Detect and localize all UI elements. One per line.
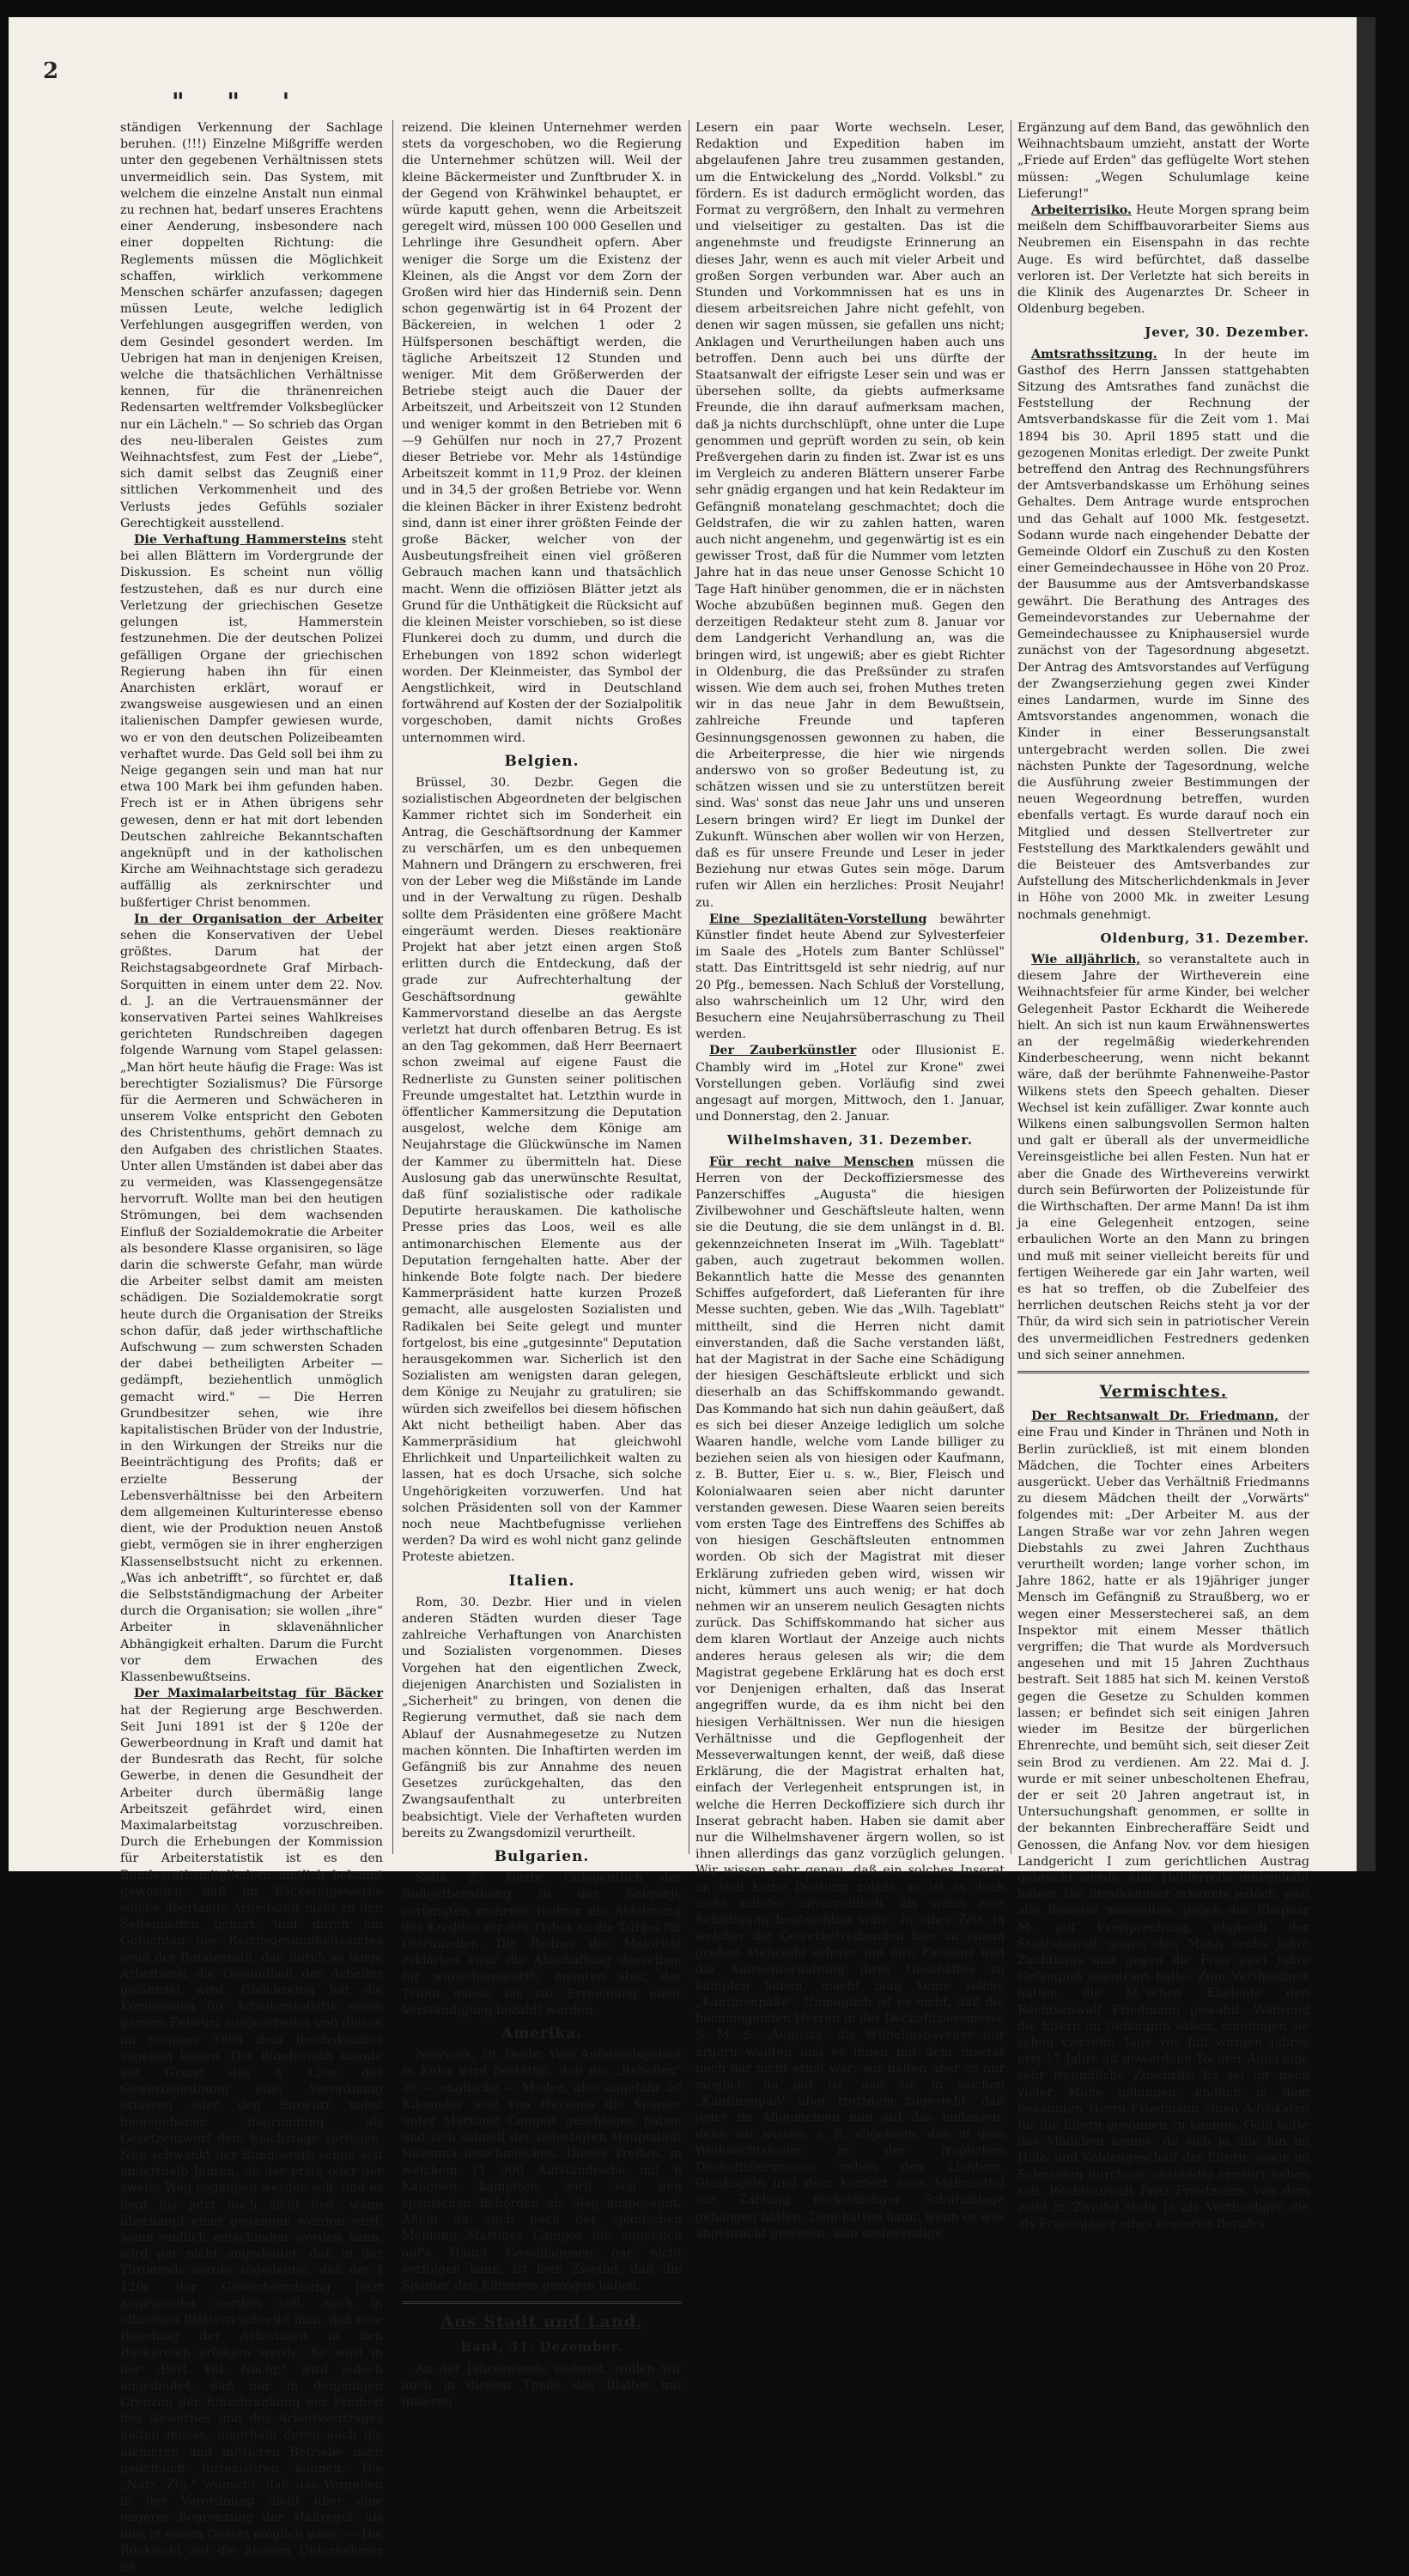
section-divider bbox=[402, 2301, 682, 2304]
article-lead: Der Zauberkünstler bbox=[709, 1044, 857, 1058]
article-lead: Für recht naive Menschen bbox=[709, 1155, 914, 1169]
article-paragraph: Rom, 30. Dezbr. Hier und in vielen anderen Städten wurden dieser Tage zahlreiche Verhaftungen von Anarchisten und Sozialisten vorgenommen. Dieses Vorgehen hat den eigentlichen Zweck, diejenigen Anarchisten und Sozialisten in „Sicherheit" zu bringen, von denen die Regierung vermuthet, daß sie nach dem Ablauf der Ausnahmegesetze zu Nutzen machen könnten. Die Inhaftirten werden im Gefängniß bis zur Annahme des neuen Gesetzes zurückgehalten, das den Zwangsaufenthalt zu unterbreiten beabsichtigt. Viele der Verhafteten wurden bereits zu Zwangsdomizil verurtheilt. bbox=[402, 1595, 682, 1840]
section-heading-italien: Italien. bbox=[508, 1572, 575, 1590]
article-paragraph bbox=[695, 912, 1005, 1044]
article-paragraph: Sofia, 27. Dezbr. Gelegentlich der Budgetberathung in der Sobranje verlangten mehrere Redner die Ablehnung des Kredites für den Tribut an die Türkei für Ostrumelien. Die Redner der Majorität erklärten zwar die Abschaffung desselben für wünschenswerth, meinten aber, der Tribut müsse bis zur Erreichung einer Verständigung bezahlt werden. bbox=[402, 1871, 682, 2017]
section-heading-vermischtes: Vermischtes. bbox=[1099, 1382, 1228, 1402]
article-paragraph bbox=[120, 912, 383, 1687]
article-text: bewährter Künstler findet heute Abend zur Sylvesterfeier im Saale des „Hotels zum Banter Schlüssel" statt. Das Eintrittsgeld ist sehr niedrig, auf nur 20 Pfg., bemessen. Nach Schluß der Vorstellung, also wahrscheinlich um 12 Uhr, wird den Besuchern eine Neujahrsüberraschung zu Theil werden. bbox=[695, 912, 1005, 1042]
article-paragraph bbox=[120, 532, 383, 912]
article-text: so veranstaltete auch in diesem Jahre der Wirtheverein eine Weihnachtsfeier für arme Kinder, bei welcher Gelegenheit Pastor Eckhardt die Weiherede hielt. An sich ist nun kaum Erwähnenswertes an der regelmäßig wiederkehrenden Kinderbescheerung, wenn nicht bekannt wäre, daß der berühmte Fahnenweihe-Pastor Wilkens stets den Speech gehalten. Dieser Wechsel ist kein zufälliger. Zwar konnte auch Wilkens einen salbungsvollen Sermon halten und galt er überall als der unvermeidliche Vereinsgeistliche bei allen Festen. Nun hat er aber die Gnade des Wirthevereins verwirkt durch sein Befürworten der Polizeistunde für die Wirthschaften. Der arme Mann! Da ist ihm ja eine Gelegenheit entzogen, seine erbaulichen Worte an den Mann zu bringen und muß mit seiner vielleicht bereits für und fertigen Weiherede gar ein Jahr warten, weil es hat so treffen, ob die Zubelfeier des herrlichen deutschen Reichs steht ja vor der Thür, da wird sich sein in patriotischer Verein des unvermeidlichen Festredners gedenken und sich seiner annehmen. bbox=[1017, 952, 1309, 1362]
section-heading-belgien: Belgien. bbox=[504, 752, 580, 770]
section-divider bbox=[1017, 1371, 1309, 1373]
dateline-wilhelmshaven: Wilhelmshaven, 31. Dezember. bbox=[726, 1132, 974, 1149]
article-paragraph: Ergänzung auf dem Band, das gewöhnlich den Weihnachtsbaum umzieht, anstatt der Worte „Friede auf Erden" das geflügelte Wort stehen müssen: „Wegen Schulumlage keine Lieferung!" bbox=[1017, 121, 1309, 201]
article-paragraph bbox=[695, 1155, 1005, 2242]
article-paragraph: Lesern ein paar Worte wechseln. Leser, Redaktion und Expedition haben im abgelaufenen Jahre treu zusammen gestanden, um die Entwickelung des „Nordd. Volksbl." zu fördern. Es ist dadurch ermöglicht worden, das Format zu vergrößern, den Inhalt zu vermehren und vielseitiger zu gestalten. Das ist die angenehmste und freudigste Erinnerung an dieses Jahr, wenn es auch mit vieler Arbeit und großen Sorgen verbunden war. Aber auch an Stunden und Vorkommnissen hat es uns in diesem arbeitsreichen Jahre nicht gefehlt, von denen wir sagen müssen, sie gefallen uns nicht; Anklagen und Verurtheilungen haben auch uns betroffen. Denn auch bei uns dürfte der Staatsanwalt der eifrigste Leser sein und was er übersehen sollte, da giebts aufmerksame Freunde, die ihn darauf aufmerksam machen, daß ja nichts durchschlüpft, ohne unter die Lupe genommen und geprüft worden zu sein, ob kein Preßvergehen darin zu finden ist. Zwar ist es uns im Vergleich zu anderen Blättern unserer Farbe sehr gnädig ergangen und hat kein Redakteur im Gefängniß monatelang geschmachtet; doch die Geldstrafen, die wir zu zahlen hatten, waren auch nicht angenehm, und gegenwärtig ist es ein gewisser Trost, daß für die Nummer vom letzten Jahre hat in das neue unser Genosse Schicht 10 Tage Haft hinüber genommen, die er in nächsten Woche abzubüßen beginnen muß. Gegen den derzeitigen Redakteur steht zum 8. Januar vor dem Landgericht Verhandlung an, was die bringen wird, ist ungewiß; aber es giebt Richter in Oldenburg, die das Preßsünder zu strafen wissen. Wie dem auch sei, frohen Muthes treten wir in das neue Jahr in dem Bewußtsein, zahlreiche Freunde und tapferen Gesinnungsgenossen gewonnen zu haben, die die Arbeiterpresse, die hier wie nirgends anderswo von so großer Bedeutung ist, zu schätzen wissen und sie zu unterstützen bereit sind. Was' sonst das neue Jahr uns und unseren Lesern bringen wird? Er liegt im Dunkel der Zukunft. Wünschen aber wollen wir von Herzen, daß es für unsere Freunde und Leser in jeder Beziehung nur etwas Gutes sein möge. Darum rufen wir Allen ein herzliches: Prosit Neujahr! zu. bbox=[695, 121, 1005, 910]
column-4 bbox=[1017, 120, 1310, 2232]
column-3 bbox=[695, 120, 1005, 2240]
article-lead: In der Organisation der Arbeiter bbox=[134, 912, 383, 926]
article-text: In der heute im Gasthof des Herrn Janssen stattgehabten Sitzung des Amtsrathes fand zunächst die Feststellung der Rechnung der Amtsverbandskasse für die Zeit vom 1. Mai 1894 bis 30. April 1895 statt und die gezogenen Monitas erledigt. Der zweite Punkt betreffend den Antrag des Rechnungsführers der Amtsverbandskasse um Erhöhung seines Gehaltes. Dem Antrage wurde entsprochen und das Gehalt auf 1000 Mk. festgesetzt. Sodann wurde nach eingehender Debatte der Gemeinde Oldorf ein Zuschuß zu den Kosten einer Gemeindechaussee in Höhe von 20 Proz. der Bausumme aus der Amtsverbandskasse gewährt. Die Berathung des Antrages des Gemeindevorstandes zur Uebernahme der Gemeindechaussee zu Kniphausersiel wurde zunächst von der Tagesordnung abgesetzt. Der Antrag des Amtsvorstandes auf Verfügung der Zwangserziehung gegen zwei Kinder eines Landarmen, wurde im Sinne des Amtsvorstandes angenommen, wonach die Kinder in einer Besserungsanstalt untergebracht werden sollen. Die zwei nächsten Punkte der Tagesordnung, welche die Ausführung zweier Bestimmungen der neuen Wegeordnung betreffen, wurden ebenfalls vertagt. Es wurde darauf noch ein Mitglied und dessen Stellvertreter zur Feststellung des Marktkalenders gewählt und die Beisteuer des Amtsverbandes zur Aufstellung des Mitscherlichdenkmals in Jever in Höhe von 2000 Mk. in zweiter Lesung nochmals genehmigt. bbox=[1017, 347, 1309, 922]
column-rule bbox=[392, 120, 393, 1854]
article-paragraph bbox=[1017, 1409, 1309, 2233]
article-text: steht bei allen Blättern im Vordergrunde der Diskussion. Es scheint nun völlig festzustehen, daß es nur durch eine Verletzung der griechischen Gesetze gelungen ist, Hammerstein festzunehmen. Die der deutschen Polizei gefälligen Organe der griechischen Regierung haben ihn für einen Anarchisten erklärt, worauf er zwangsweise ausgewiesen und an einen italienischen Dampfer gewiesen wurde, wo er von den deutschen Polizeibeamten verhaftet wurde. Das Geld soll bei ihm zu Neige gegangen sein und man hat nur etwa 100 Mark bei ihm gefunden haben. Frech ist er in Athen übrigens sehr gewesen, denn er hat mit dort lebenden Deutschen zahlreiche Bekanntschaften angeknüpft und in der katholischen Kirche am Weihnachtstage sich geradezu auffällig als zerknirschter und bußfertiger Christ benommen. bbox=[120, 533, 383, 910]
page-number: 2 bbox=[43, 58, 64, 84]
article-lead: Eine Spezialitäten-Vorstellung bbox=[709, 912, 927, 926]
article-paragraph bbox=[1017, 347, 1309, 924]
dateline-jever: Jever, 30. Dezember. bbox=[1145, 324, 1309, 341]
scan-edge bbox=[1357, 17, 1376, 1871]
article-paragraph bbox=[695, 1043, 1005, 1125]
article-text: der eine Frau und Kinder in Thränen und Noth in Berlin zurückließ, ist mit einem blonden Mädchen, die Tochter eines Arbeiters ausgerückt. Ueber das Verhältniß Friedmanns zu diesem Mädchen theilt der „Vorwärts" folgendes mit: „Der Arbeiter M. aus der Langen Straße war vor zehn Jahren wegen Diebstahls zu zwei Jahren Zuchthaus verurtheilt worden; lange vorher schon, im Jahre 1862, hatte er als 19jähriger junger Mensch im Gefängniß zu Straußberg, wo er wegen einer Messerstecherei saß, an dem Inspektor mit einem Messer thätlich vergriffen; die That wurde als Mordversuch angesehen und mit 15 Jahren Zuchthaus bestraft. Seit 1885 hat sich M. keinen Verstoß gegen die Gesetze zu Schulden kommen lassen; er befindet sich seit einigen Jahren wieder im Besitze der bürgerlichen Ehrenrechte, und bemüht sich, seit dieser Zeit sein Brod zu verdienen. Am 22. Mai d. J. wurde er mit seiner unbescholtenen Ehefrau, der er seit 20 Jahren angetraut ist, in Untersuchungshaft genommen, er sollte in der bekannten Einbrecheraffäre Seidt und Genossen, die Anfang Nov. vor dem hiesigen Landgericht I zum gerichtlichen Austrag gebracht wurde, eine Hehlerrolle innegehabt haben. Die Strafkammer erkannte jedoch, weil alle Beweise mangelten, gegen das Ehepaar M. auf Freisprechung, obgleich der Staatsanwalt gegen den Mann sechs Jahre Zuchthaus und gegen die Frau zwei Jahre Gefängniß beantragt hatte. Zum Vertheidiger hatten die M.'schen Eheleute den Rechtsanwalt Friedmann gewählt. Während die Eltern im Gefängniß saßen, empfingen sie schon vierzehn Tage vor Juli vorigen Jahres erst 17 Jahre alt gewordene Tochter Anna eine sehr freundliche Zuschrift: Es sei ihr nach vieler Mühe gelungen, endlich in dem bekannten Herrn Friedmann einen Advokaten für die Eltern gewinnen zu können; Geld hatte das Mädchen keines, da sich ja alle hin im Holz- und Kohlengeschäft der Eltern, sowie im Schneiden durchaus anständig ernährt haben soll. Rechtsanwalt Fritz Friedmann, von dem wohl in Zweifel steht ja als Vertheidiger die als Frauenjäger eines besseren Berufes bbox=[1017, 1409, 1310, 2232]
article-text: sehen die Konservativen der Uebel größtes. Darum hat der Reichstagsabgeordnete Graf Mirbach-Sorquitten in einem unter dem 22. Nov. d. J. an die Vertrauensmänner der konservativen Partei seines Wahlkreises gerichteten Rundschreiben dagegen folgende Warnung vom Stapel gelassen: „Man hört heute häufig die Frage: Was ist berechtigter Sozialismus? Die Fürsorge für die Aermeren und Schwächeren in unserem Volke entspricht den Geboten des Christenthums, gehört demnach zu den Aufgaben des christlichen Staates. Unter allen Umständen ist dabei aber das zu vermeiden, was Klassengegensätze hervorruft. Wollte man bei den heutigen Strömungen, bei dem wachsenden Einfluß der Sozialdemokratie die Arbeiter als besondere Klasse organisiren, so läge darin die schwerste Gefahr, man würde die Arbeiter selbst damit am meisten schädigen. Die Sozialdemokratie sorgt heute durch die Organisation der Streiks schon dafür, daß jeder wirthschaftliche Aufschwung — zum schwersten Schaden der dabei betheiligten Arbeiter — gedämpft, beziehentlich unmöglich gemacht wird." — Die Herren Grundbesitzer sehen, wie ihre kapitalistischen Brüder von der Industrie, in den Wirkungen der Streiks nur die Beeinträchtigung des Profits; daß er erzielte Besserung der Lebensverhältnisse bei den Arbeitern dem allgemeinen Kulturinteresse ebenso dient, wie der Produktion neuen Anstoß giebt, vermögen sie in ihrer engherzigen Klassenselbstsucht nicht zu erkennen. „Was ich anbetrifft“, so fürchtet er, daß die Selbstständigmachung der Arbeiter durch die Organisation; sie wollen „ihre“ Arbeiter in sklavenähnlicher Abhängigkeit erhalten. Darum die Furcht vor dem Erwachen des Klassenbewußtseins. bbox=[120, 928, 383, 1685]
article-lead: Arbeiterrisiko. bbox=[1031, 203, 1132, 218]
article-text: müssen die Herren von der Deckoffiziersmesse des Panzerschiffes „Augusta" die hiesigen Zivilbewohner und Geschäftsleute halten, wenn sie die Deutung, die sie dem unlängst in d. Bl. gekennzeichneten Inserat im „Wilh. Tageblatt" gaben, auch zugetraut bekommen wollen. Bekanntlich hatte die Messe des genannten Schiffes aufgefordert, daß Lieferanten für ihre Messe suchten, geben. Wie das „Wilh. Tageblatt" mittheilt, sind die Herren nicht damit einverstanden, daß die Sache verstanden läßt, hat der Magistrat in der Sache eine Schädigung der hiesigen Geschäftsleute erblickt und sich dieserhalb an das Schiffskommando gewandt. Das Kommando hat sich nun dahin geäußert, daß es sich bei dieser Anzeige lediglich um solche Waaren handle, welche vom Lande billiger zu beziehen seien als von hiesigen oder Kaufmann, z. B. Butter, Eier u. s. w., Bier, Fleisch und Kolonialwaaren seien aber nicht darunter verstanden gewesen. Diese Waaren seien bereits vom ersten Tage des Eintreffens des Schiffes ab von hiesigen Geschäftsleuten entnommen worden. Ob sich der Magistrat mit dieser Erklärung zufrieden geben wird, wissen wir nicht, kümmert uns auch wenig; er hat doch nehmen wir an unserem neulich Gesagten nichts zurück. Das Schiffskommando hat sicher aus dem klaren Wortlaut der Anzeige auch nichts anderes heraus gelesen als wir; die dem Magistrat gegebene Erklärung hat es doch erst vor Denjenigen erhalten, daß das Inserat angegriffen wurde, da es ihm nicht bei den hiesigen Verhältnissen. Wer nun die hiesigen Verhältnisse und die Gepflogenheit der Messeverwaltungen kennt, der weiß, daß diese Erklärung, die der Magistrat erhalten hat, einfach der Verlegenheit entsprungen ist, in welche die Herren Deckoffiziere sich durch ihr Inserat gebracht haben. Haben sie damit aber nur die Wilhelmshavener ärgern wollen, so ist ihnen allerdings das ganz vorzüglich gelungen. Wir wissen sehr genau, daß ein solches Inserat an sich keine Deutung zuläßt, so ist es doch nicht minder unverzeihlich, als wenn eine Schädigung beabsichtigt wäre. In einer Zeit, in welcher die Gewerbetreibenden hier zu einem großen Mehrzahl schwer um ihre Existenz und die Aufrechterhaltung ihres Geschäftes zu kämpfen haben, macht man keine solche „Kantinenpäße". Unmöglich ist es nicht, daß die hochmögenden Herren in der Deckoffiziersmesse S. M. S. „Augusta" die Wilhelmshavener nur ärgern wollten und es ihnen mit dem Inserat noch gar nicht ernst war; wir halten aber es nur möglich, da gut ist, daß sie in solchen „Kantinenpaß" aber trotzdem zugesteht, daß jeder im Allgemeinen nun auf das einlassen; denn wir wissen, z. B. allgemein, daß in dem Weihnachtsbaum in der fraglichen Deckoffiziersmesse neben den Lichtern, Glaskugeln und dem Konfekt auch Mahnzettel zur Zahlung rückständiger Schulumlage gehangen hätten. Dem hätten bann, wenn es was angebracht gewesen, also nothwendige bbox=[695, 1155, 1005, 2240]
article-paragraph: ständigen Verkennung der Sachlage beruhen. (!!!) Einzelne Mißgriffe werden unter den gegebenen Verhältnissen stets unvermeidlich sein. Das System, mit welchem die einzelne Anstalt nun einmal zu rechnen hat, bedarf unseres Erachtens einer Aenderung, insbesondere nach einer doppelten Richtung: die Reglements müssen die Möglichkeit schaffen, wirklich verkommene Menschen schärfer anzufassen; dagegen müssen Leute, welche lediglich Verfehlungen ausgegriffen werden, von dem Gesindel gesondert werden. Im Uebrigen hat man in denjenigen Kreisen, welche die thatsächlichen Verhältnisse kennen, für die thränenreichen Redensarten weltfremder Volksbeglücker nur ein Lächeln." — So schrieb das Organ des neu-liberalen Geistes zum Weihnachtsfest, zum Fest der „Liebe“, sich damit selbst das Zeugniß einer sittlichen Verkommenheit und des Verlusts jedes Gefühls sozialer Gerechtigkeit ausstellend. bbox=[120, 121, 383, 530]
section-heading-bulgarien: Bulgarien. bbox=[494, 1847, 590, 1865]
article-paragraph: An der Jahreswende stehend, wollen wir auch in diesem Theile des Blattes mit unseren bbox=[402, 2361, 682, 2409]
article-paragraph: Newyork, 29. Dezbr. Vom Aufstandsgebiet in Kuba wird bestätigt, daß die „Rebellen" 30 — englische — Meilen, also ungefähr 50 Kilometer weit von Havanna die Spanier unter Martinez Campos geschlagen haben und sich schnell der befestigten Hauptstadt Havanna losschmeichen. Dieses Treffen, in welchem 11 000 Aufständische mit 6 Kanonen kämpften, wird von den spanischen Behörden als Sieg ausposaunt. Allein da auch nach der spanischen Meldung Martinez Campos die angeblich auf's Haupt Geschlagenen gar nicht verfolgen kann, ist kein Zweifel, daß die Spanier den Kürzeren gezogen haben. bbox=[402, 2048, 682, 2293]
section-heading-amerika: Amerika. bbox=[501, 2024, 583, 2042]
article-lead: Wie alljährlich, bbox=[1031, 952, 1141, 967]
article-paragraph bbox=[1017, 952, 1309, 1364]
article-paragraph bbox=[120, 1686, 383, 2576]
section-heading-stadt-land: Aus Stadt und Land. bbox=[440, 2312, 643, 2332]
article-text: hat der Regierung arge Beschwerden. Seit Juni 1891 ist der § 120e der Gewerbeordnung in Kraft und damit hat der Bundesrath das Recht, für solche Gewerbe, in denen die Gesundheit der Arbeiter durch übermäßig lange Arbeitszeit gefährdet wird, einen Maximalarbeitstag vorzuschreiben. Durch die Erhebungen der Kommission für Arbeiterstatistik ist es den Bundesrathsmitgliedern amtlich bekannt geworden, daß im Bäckereigewerbe solche überlange Arbeitszeit nicht zu den Seltenheiten gehört, und durch ein Gutachten des Reichsgesundheitsamtes weiß der Bundesrath, daß durch so lange Arbeitszeit die Gesundheit der Arbeiter gefährdet wird. Gleichzeitig hat die Kommission für Arbeiterstatistik einen ganzen Entwurf ausgearbeitet und diesen im Sommer 1894 dem Reichskanzler zugehen lassen. Der Bundesrath könnte auf Grund des § 120e der Gewerbeordnung eine Verordnung erlassen oder den Entwurf nebst beigegebener Begründung als Gesetzentwurf dem Reichstage vorlegen. Nun schwankt der Bundesrath schon seit anderthalb Jahren, ob der erste oder der zweite Weg gegangen werden soll, und es liegt bis jetzt noch nicht fest, wann überhaupt einer gegangen werden wird, wann endlich entschieden werden kann, wird gar nicht angedeutet, daß in der Thronrede wurde angedeutet, daß der § 120e der Gewerbeordnung jetzt angewendet werden soll. Auch in offiziösen Blättern schreibt man, daß eine Regelung der Arbeitszeit in den Bäckereien erfolgen werde. So wird in der „Berl. Pol. Nachr." wird jedoch angedeutet, daß nur in denjenigen Grenzen der Einschränkung der Freiheit des Gewerbes und des Arbeitsvertrages halten müsse, innerhalb deren auch die kleineren und mittleren Betriebe noch gedeihlich fortexistiren können. Die „Natz. Ztg." wünscht, daß das Vorgehen in der Verordnung nicht über eine engerer Begrenzung der Maßregel, als dies in einem Gesetz möglich wäre. — Die Rücksicht auf die kleinen Unternehmer ist bbox=[120, 1703, 383, 2575]
article-lead: Der Maximalarbeitstag für Bäcker bbox=[134, 1687, 383, 1701]
article-text: oder Illusionist E. Chambly wird im „Hotel zur Krone" zwei Vorstellungen geben. Vorläufig sind zwei angesagt auf morgen, Mittwoch, den 1. Januar, und Donnerstag, den 2. Januar. bbox=[695, 1044, 1005, 1124]
column-2 bbox=[402, 120, 682, 2409]
article-lead: Amtsrathssitzung. bbox=[1031, 347, 1157, 361]
column-1 bbox=[120, 120, 383, 2575]
dateline-bant: Bant, 31. Dezember. bbox=[460, 2339, 623, 2355]
article-paragraph: Brüssel, 30. Dezbr. Gegen die sozialistischen Abgeordneten der belgischen Kammer richtet sich im Sonderheit ein Antrag, die Geschäftsordnung der Kammer zu verschärfen, um es den unbequemen Mahnern und Drängern zu erschweren, frei von der Leber weg die Mißstände im Lande und in der Verwaltung zu rügen. Deshalb sollte dem Präsidenten eine größere Macht eingeräumt werden. Dieses reaktionäre Projekt hat aber jetzt einen argen Stoß erlitten durch die Entdeckung, daß der grade zur Aufrechterhaltung der Geschäftsordnung gewählte Kammervorstand dieselbe an das Aergste verletzt hat durch offenbaren Betrug. Es ist an den Tag gekommen, daß Herr Beernaert schon zweimal auf eigene Faust die Rednerliste zu Gunsten seiner politischen Freunde umgestaltet hat. Letzthin wurde in öffentlicher Kammersitzung die Deputation ausgelost, welche dem Könige am Neujahrstage die Glückwünsche im Namen der Kammer zu übermitteln hat. Diese Auslosung gab das unerwünschte Resultat, daß fünf sozialistische oder radikale Deputirte herauskamen. Die katholische Presse pries das Loos, weil es alle antimonarchischen Elemente aus der Deputation ferngehalten hatte. Aber der hinkende Bote folgte nach. Der biedere Kammerpräsident hatte kurzen Prozeß gemacht, alle ausgelosten Sozialisten und Radikalen bei Seite gelegt und munter fortgelost, bis eine „gutgesinnte" Deputation herausgekommen war. Sicherlich ist den Sozialisten am wenigsten daran gelegen, dem Könige zu Neujahr zu gratuliren; sie würden sich zweifellos bei diesem höfischen Akt nicht betheiligt haben. Aber das Kammerpräsidium hat gleichwohl Ehrlichkeit und Unparteilichkeit walten zu lassen, hat es doch Ursache, sich solche Ungehörigkeiten vorzuwerfen. Und hat solchen Präsidenten soll von der Kammer noch neue Machtbefugnisse verliehen werden? Da wird es wohl nicht ganz gelinde Proteste abietzen. bbox=[402, 775, 682, 1565]
article-text: Heute Morgen sprang beim meißeln dem Schiffbauvorarbeiter Siems aus Neubremen ein Eisenspahn in das rechte Auge. Es wird befürchtet, daß dasselbe verloren ist. Der Verletzte hat sich bereits in die Klinik des Augenarztes Dr. Scheer in Oldenburg begeben. bbox=[1017, 203, 1309, 317]
article-paragraph bbox=[1017, 203, 1309, 318]
newspaper-page bbox=[9, 17, 1376, 2575]
article-lead: Der Rechtsanwalt Dr. Friedmann, bbox=[1031, 1409, 1279, 1424]
article-paragraph: reizend. Die kleinen Unternehmer werden stets da vorgeschoben, wo die Regierung die Unternehmer schützen will. Weil der kleine Bäckermeister und Zunftbruder X. in der Gegend von Krähwinkel behauptet, er würde kaputt gehen, wenn die Arbeitszeit geregelt wird, müssen 100 000 Gesellen und Lehrlinge ihre Gesundheit opfern. Aber weniger die Sorge um die Existenz der Kleinen, als die Angst vor dem Zorn der Großen wird hier das Hinderniß sein. Denn schon gegenwärtig ist in 64 Prozent der Bäckereien, in welchen 1 oder 2 Hülfspersonen beschäftigt werden, die tägliche Arbeitszeit 12 Stunden und weniger. Mit dem Größerwerden der Betriebe steigt auch die Dauer der Arbeitszeit, und Arbeitszeit von 12 Stunden und weniger kommt in den Betrieben mit 6—9 Gehülfen nur noch in 27,7 Prozent dieser Betriebe vor. Mehr als 14stündige Arbeitszeit kommt in 11,9 Proz. der kleinen und in 34,5 der großen Betriebe vor. Wenn die kleinen Bäcker in ihrer Existenz bedroht sind, dann ist einer ihrer größten Feinde der große Bäcker, welcher von der Ausbeutungsfreiheit einen viel größeren Gebrauch machen kann und thatsächlich macht. Wenn die offiziösen Blätter jetzt als Grund für die Unthätigkeit die Rücksicht auf die kleinen Meister vorschieben, so ist diese Flunkerei doch zu dumm, und durch die Erhebungen von 1892 schon widerlegt worden. Der Kleinmeister, das Symbol der Aengstlichkeit, wird in Deutschland fortwährend auf Kosten der der Sozialpolitik vorgeschoben, damit nichts Großes unternommen wird. bbox=[402, 121, 682, 745]
page-marks: " " ' bbox=[172, 88, 307, 116]
dateline-oldenburg: Oldenburg, 31. Dezember. bbox=[1100, 930, 1309, 946]
article-lead: Die Verhaftung Hammersteins bbox=[134, 533, 347, 548]
